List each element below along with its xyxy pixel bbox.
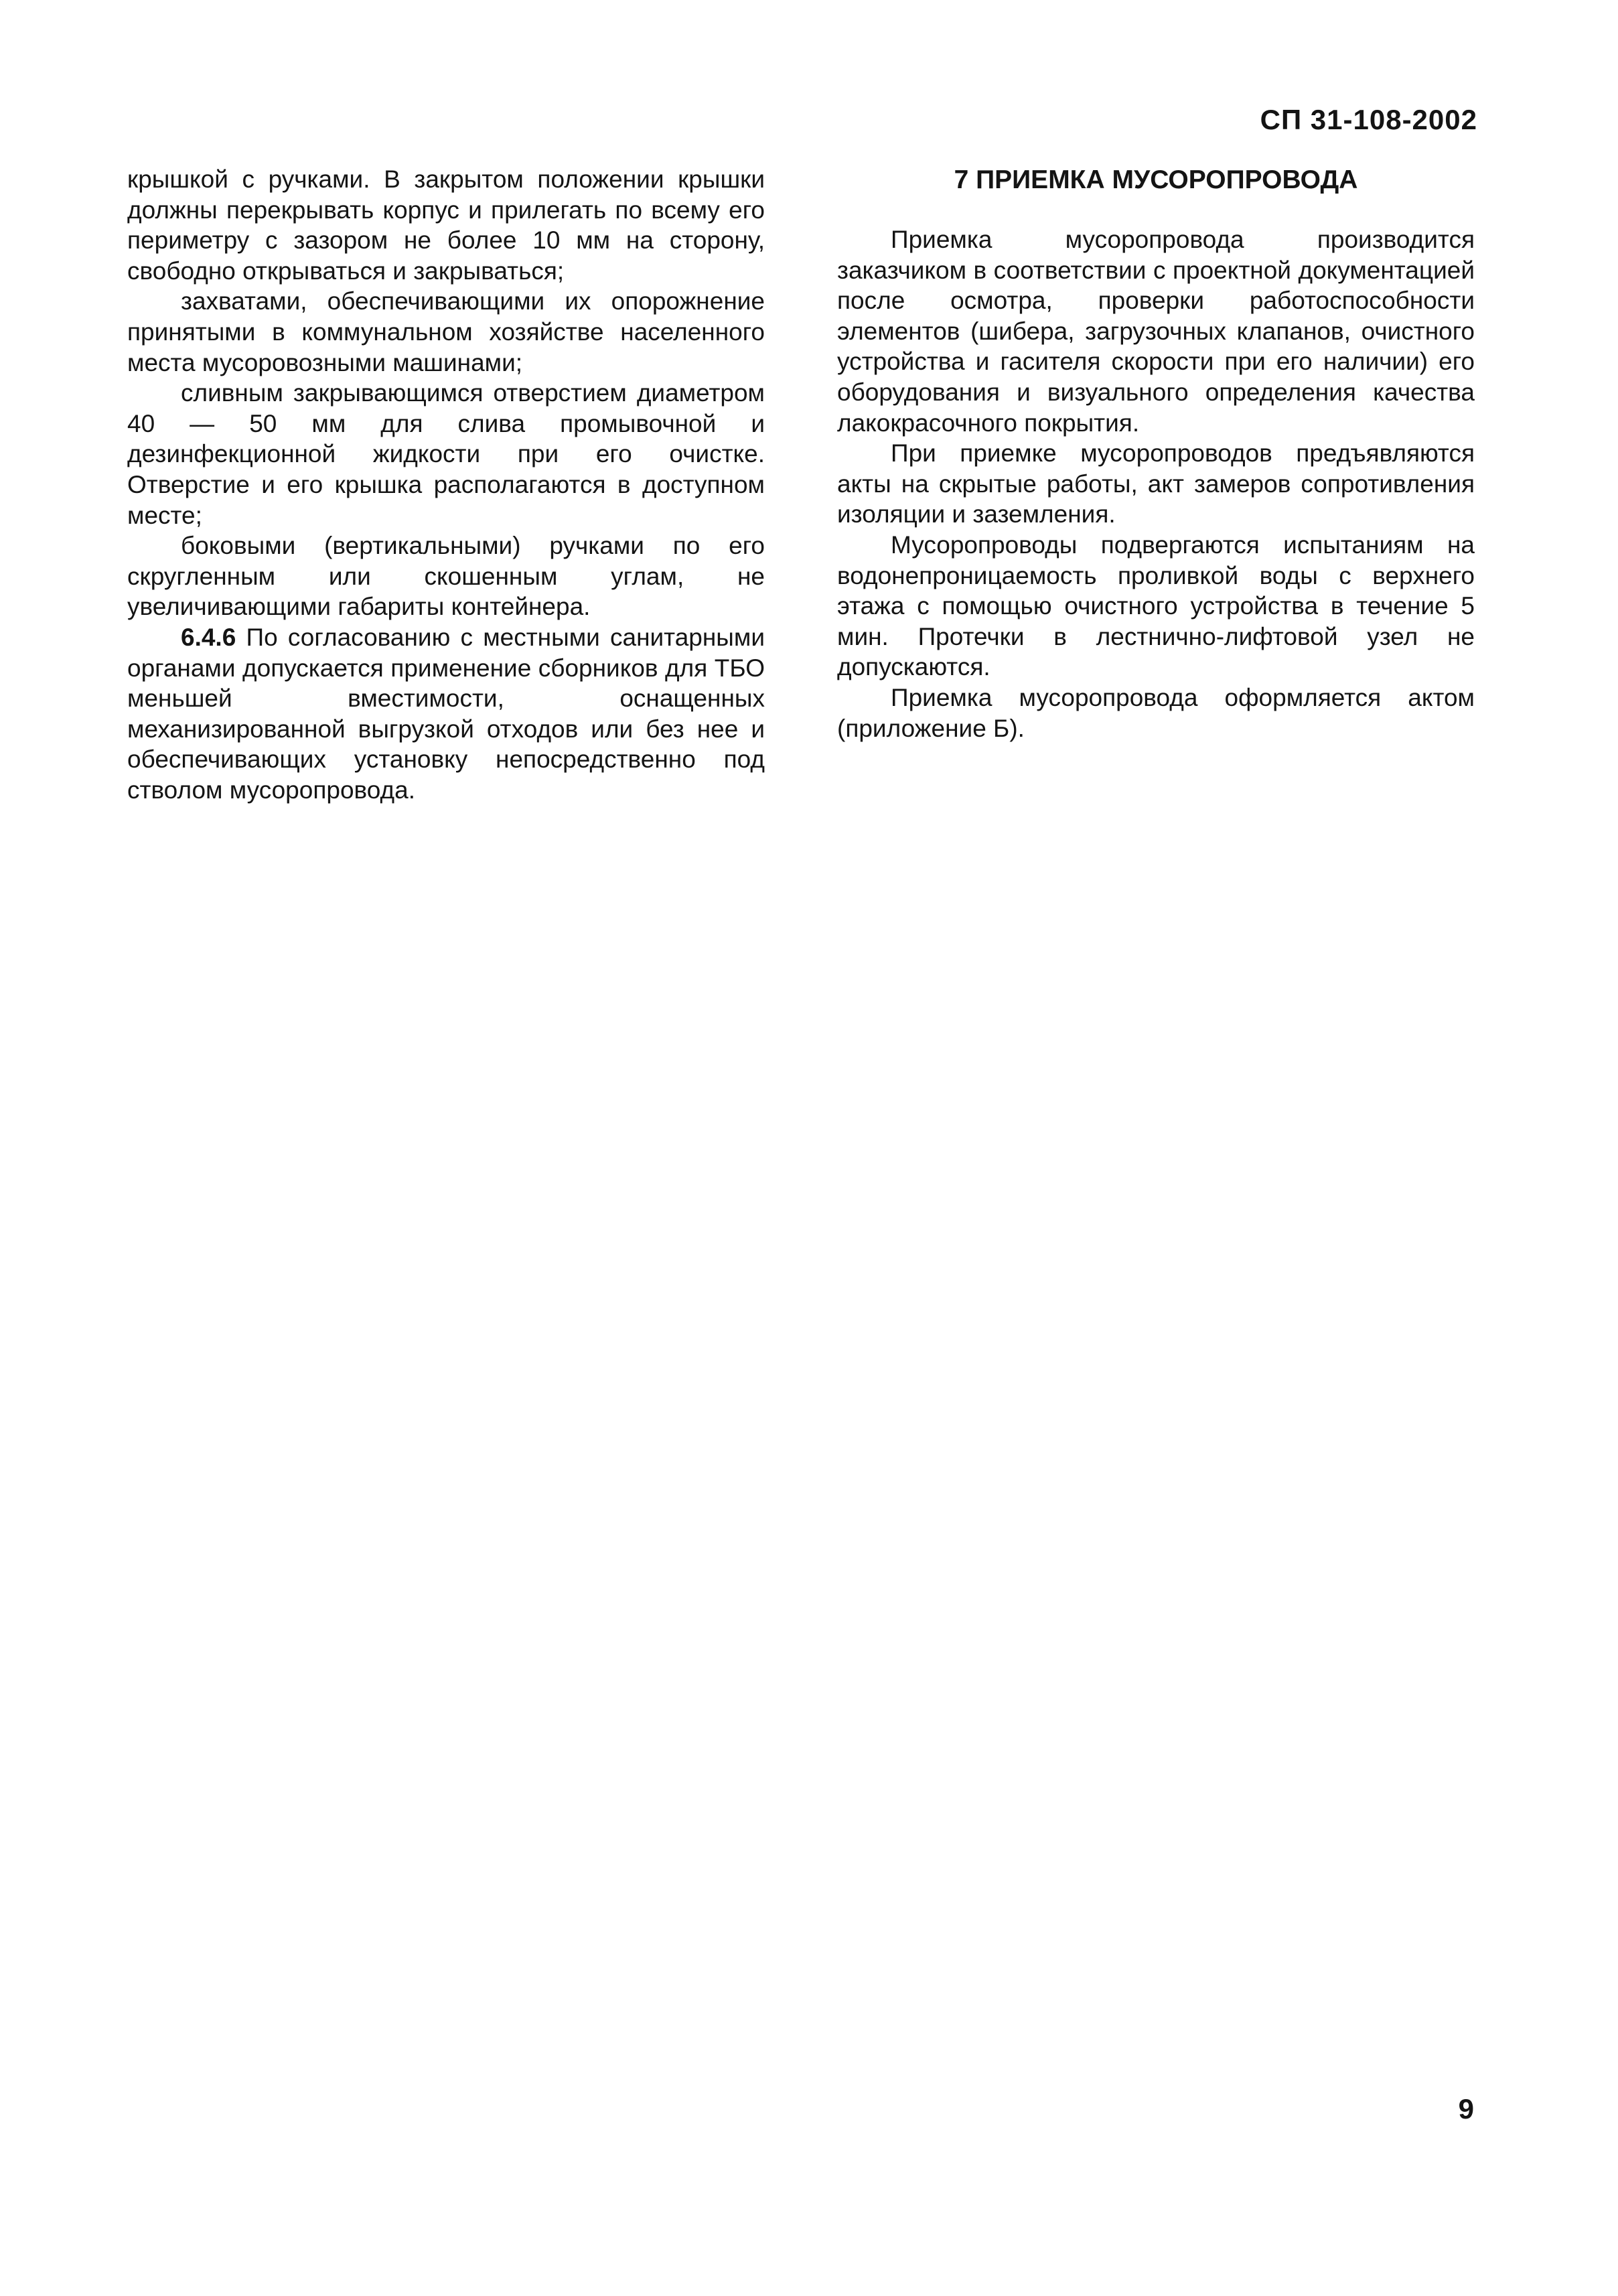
paragraph-drain-hole <box>127 378 765 530</box>
paragraph-lid-closure <box>127 164 765 286</box>
paragraph-text: Приемка мусоропровода производится заказчиком в соответствии с проектной документацией после осмотра, проверки работоспособности элементов (шибера, загрузочных клапанов, очистного устройства и гасителя скорости при его наличии) его оборудования и визуального определения качества лакокрасочного покрытия. <box>837 226 1475 437</box>
paragraph-text: Мусоропроводы подвергаются испытаниям на водонепроницаемость проливкой воды с верхнего этажа с помощью очистного устройства в течение 5 мин. Протечки в лестнично-лифтовой узел не допускаются. <box>837 530 1475 681</box>
paragraph-text: По согласованию с местными санитарными органами допускается применение сборников для ТБО меньшей вместимости, оснащенных механизированной выгрузкой отходов или без нее и обеспечивающих установку непосредственно под стволом мусоропровода. <box>127 623 765 804</box>
right-column <box>837 164 1475 743</box>
paragraph-6-4-6 <box>127 622 765 806</box>
paragraph-text: сливным закрывающимся отверстием диаметром 40 — 50 мм для слива промывочной и дезинфекционной жидкости при его очистке. Отверстие и его крышка располагаются в доступном месте; <box>127 379 765 529</box>
paragraph-text: крышкой с ручками. В закрытом положении крышки должны перекрывать корпус и прилегать по всему его периметру с зазором не более 10 мм на сторону, свободно открываться и закрываться; <box>127 165 765 285</box>
paragraph-acceptance <box>837 224 1475 438</box>
paragraph-text: боковыми (вертикальными) ручками по его скругленным или скошенным углам, не увеличивающими габариты контейнера. <box>127 532 765 621</box>
document-code: СП 31-108-2002 <box>1260 104 1477 135</box>
paragraph-side-handles <box>127 530 765 622</box>
paragraph-text: захватами, обеспечивающими их опорожнение принятыми в коммунальном хозяйстве населенного места мусоровозными машинами; <box>127 287 765 376</box>
paragraph-water-test <box>837 530 1475 683</box>
paragraph-text: При приемке мусоропроводов предъявляются акты на скрытые работы, акт замеров сопротивления изоляции и заземления. <box>837 439 1475 528</box>
left-column <box>127 164 765 805</box>
paragraph-acts <box>837 438 1475 530</box>
paragraph-text: Приемка мусоропровода оформляется актом (приложение Б). <box>837 683 1475 742</box>
clause-number: 6.4.6 <box>181 623 236 651</box>
paragraph-grips <box>127 286 765 378</box>
section-title: 7 ПРИЕМКА МУСОРОПРОВОДА <box>954 165 1358 194</box>
page-number: 9 <box>1458 2093 1474 2125</box>
paragraph-act-form <box>837 683 1475 743</box>
